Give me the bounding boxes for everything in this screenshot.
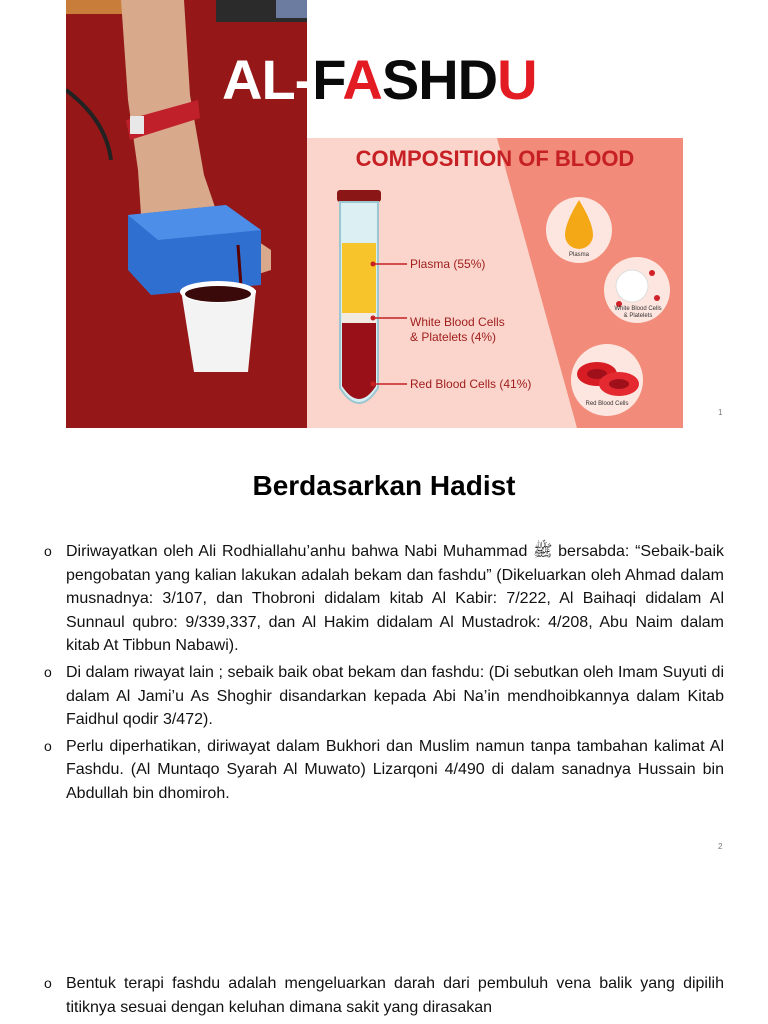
slide3-bullet-list xyxy=(44,972,724,1019)
wbc-label-line2: & Platelets (4%) xyxy=(410,330,497,344)
slide2-bullet-list xyxy=(44,540,724,809)
bullet-text: Diriwayatkan oleh Ali Rodhiallahu’anhu bahwa Nabi Muhammad ﷺ bersabda: “Sebaik-baik pengobatan yang kalian lakukan adalah bekam dan fashdu” (Dikeluarkan oleh Ahmad dalam musnadnya: 3/107, dan Thobroni didalam kitab Al Kabir: 7/222, Al Baihaqi didalam Al Sunnaul qubro: 9/339,337, dan Al Hakim didalam Al Mustadrok: 4/208, Abu Naim dalam kitab At Tibbun Nabawi). xyxy=(66,543,724,655)
slide2-page-number: 2 xyxy=(718,842,723,851)
wbc-icon-caption-line2: & Platelets xyxy=(623,313,653,319)
title-part-a: A xyxy=(342,48,382,111)
list-item xyxy=(44,735,724,806)
list-item xyxy=(44,972,724,1019)
slide1-page-number: 1 xyxy=(718,408,723,417)
infographic-heading: COMPOSITION OF BLOOD xyxy=(355,146,635,171)
plasma-label: Plasma (55%) xyxy=(410,257,486,271)
bullet-marker: o xyxy=(44,975,52,991)
title-part-u: U xyxy=(497,48,537,111)
bullet-marker: o xyxy=(44,663,52,680)
slide2-heading: Berdasarkan Hadist xyxy=(252,470,516,501)
blood-composition-infographic xyxy=(307,138,683,428)
wbc-label-line1: White Blood Cells xyxy=(410,315,505,329)
bullet-text: Perlu diperhatikan, diriwayat dalam Bukhori dan Muslim namun tanpa tambahan kalimat Al Fashdu. (Al Muntaqo Syarah Al Muwato) Lizarqoni 4/490 di dalam sanadnya Hussain bin Abdullah bin dhomiroh. xyxy=(66,737,724,802)
bullet-marker: o xyxy=(44,543,52,559)
bullet-text: Bentuk terapi fashdu adalah mengeluarkan darah dari pembuluh vena balik yang dipilih titiknya sesuai dengan keluhan dimana sakit yang dirasakan xyxy=(66,975,724,1016)
bullet-text: Di dalam riwayat lain ; sebaik baik obat bekam dan fashdu: (Di sebutkan oleh Imam Suyuti di dalam Al Jami’u As Shoghir disandarkan kepada Abi Na’in mendhoibkannya dalam Kitab Faidhul qodir 3/472). xyxy=(66,663,724,729)
list-item xyxy=(44,661,724,732)
title-part-al: AL- xyxy=(222,48,313,111)
slide-title xyxy=(222,50,537,110)
rbc-icon-caption: Red Blood Cells xyxy=(585,401,629,407)
wbc-icon-caption-line1: White Blood Cells xyxy=(614,306,662,312)
title-part-shd: SHD xyxy=(381,48,498,111)
bullet-marker: o xyxy=(44,737,52,754)
list-item xyxy=(44,540,724,658)
plasma-icon-caption: Plasma xyxy=(568,252,589,258)
rbc-label: Red Blood Cells (41%) xyxy=(410,377,532,391)
title-part-f: F xyxy=(312,48,343,111)
